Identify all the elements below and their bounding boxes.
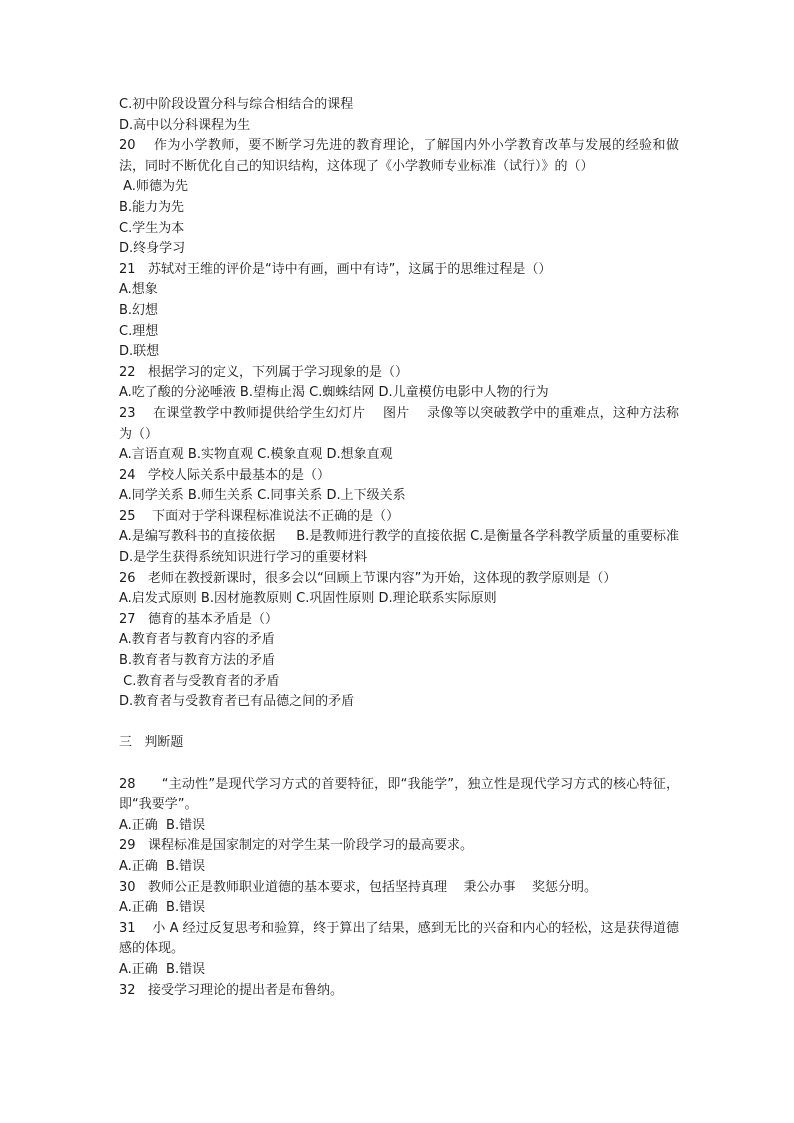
option-line: A.言语直观 B.实物直观 C.模象直观 D.想象直观 (119, 447, 393, 463)
question-block-a (119, 95, 684, 713)
question-block-b (119, 775, 679, 1002)
option-line: D.联想 (119, 344, 160, 360)
question-line: 23 在课堂教学中教师提供给学生幻灯片 图片 录像等以突破教学中的重难点，这种方法称为（） (119, 405, 679, 442)
question-line: 21 苏轼对王维的评价是“诗中有画，画中有诗”，这属于的思维过程是（） (119, 261, 552, 277)
option-line: A.是编写教科书的直接依据 B.是教师进行教学的直接依据 C.是衡量各学科教学质量的重要标准 D.是学生获得系统知识进行学习的重要材料 (119, 529, 684, 566)
option-line: A.师德为先 (119, 179, 188, 195)
question-line: 27 德育的基本矛盾是（） (119, 611, 278, 627)
question-line: 32 接受学习理论的提出者是布鲁纳。 (119, 982, 343, 998)
question-line: 20 作为小学教师，要不断学习先进的教育理论，了解国内外小学教育改革与发展的经验和做法，同时不断优化自己的知识结构，这体现了《小学教师专业标准（试行）》的（） (119, 138, 679, 174)
option-line: B.能力为先 (119, 199, 185, 215)
question-line: 28 “主动性”是现代学习方式的首要特征，即“我能学”，独立性是现代学习方式的核心特征，即“我要学”。 (119, 776, 679, 813)
option-line: A.正确 B.错误 (119, 961, 206, 977)
option-line: A.正确 B.错误 (119, 858, 206, 874)
option-line: A.正确 B.错误 (119, 817, 206, 833)
option-line: D.终身学习 (119, 241, 186, 257)
option-line: B.幻想 (119, 302, 159, 318)
option-line: D.教育者与受教育者已有品德之间的矛盾 (119, 694, 355, 710)
question-line: 22 根据学习的定义，下列属于学习现象的是（） (119, 364, 408, 380)
question-line: 24 学校人际关系中最基本的是（） (119, 467, 330, 483)
option-line: C.学生为本 (119, 220, 185, 236)
section-title: 三 判断题 (119, 735, 184, 751)
option-line: A.教育者与教育内容的矛盾 (119, 632, 275, 648)
option-line: A.想象 (119, 282, 158, 298)
option-line: B.教育者与教育方法的矛盾 (119, 653, 276, 669)
option-line: A.吃了酸的分泌唾液 B.望梅止渴 C.蜘蛛结网 D.儿童模仿电影中人物的行为 (119, 385, 549, 401)
option-line: C.理想 (119, 323, 159, 339)
option-line: D.高中以分科课程为生 (119, 117, 251, 133)
option-line: C.初中阶段设置分科与综合相结合的课程 (119, 97, 354, 112)
option-line: A.同学关系 B.师生关系 C.同事关系 D.上下级关系 (119, 488, 406, 504)
question-line: 26 老师在教授新课时，很多会以“回顾上节课内容”为开始，这体现的教学原则是（） (119, 570, 617, 586)
question-line: 30 教师公正是教师职业道德的基本要求，包括坚持真理 秉公办事 奖惩分明。 (119, 879, 597, 895)
option-line: A.启发式原则 B.因材施教原则 C.巩固性原则 D.理论联系实际原则 (119, 591, 497, 607)
question-line: 29 课程标准是国家制定的对学生某一阶段学习的最高要求。 (119, 838, 473, 854)
option-line: A.正确 B.错误 (119, 900, 206, 916)
document-page (119, 95, 684, 1001)
option-line: C.教育者与受教育者的矛盾 (119, 673, 280, 689)
question-line: 25 下面对于学科课程标准说法不正确的是（） (119, 508, 400, 524)
question-line: 31 小 A 经过反复思考和验算，终于算出了结果，感到无比的兴奋和内心的轻松，这是获得道德感的体现。 (119, 920, 679, 957)
